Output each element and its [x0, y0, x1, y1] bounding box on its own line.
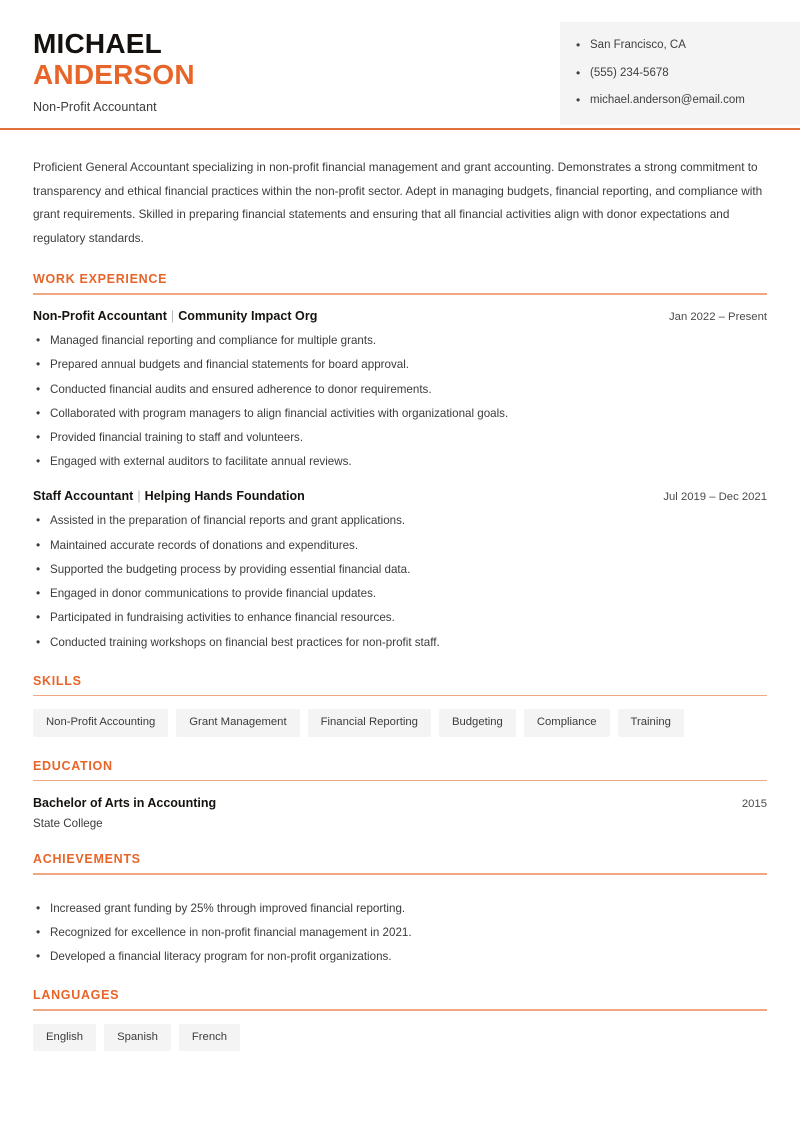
achievements-body [33, 875, 767, 966]
identity-block [0, 22, 195, 114]
language-tag: English [33, 1024, 96, 1052]
skill-tag: Financial Reporting [308, 709, 431, 737]
work-experience-entries [33, 295, 767, 652]
achievement-list [33, 901, 767, 966]
education-header [33, 796, 767, 810]
contact-panel [560, 22, 800, 125]
skills-tag-list [33, 709, 767, 737]
section-title-skills: SKILLS [33, 673, 82, 688]
skill-tag: Budgeting [439, 709, 516, 737]
contact-item-phone: • (555) 234-5678 [576, 66, 786, 82]
skill-tag: Non-Profit Accounting [33, 709, 168, 737]
section-title-languages: LANGUAGES [33, 988, 120, 1003]
job-header [33, 489, 767, 503]
achievement-item: • Increased grant funding by 25% through improved financial reporting. [33, 901, 767, 918]
section-title-work-experience: WORK EXPERIENCE [33, 272, 168, 287]
job-bullet: • Collaborated with program managers to align financial activities with organizational goals. [33, 406, 767, 423]
section-title-achievements: ACHIEVEMENTS [33, 852, 141, 867]
job-bullet: • Provided financial training to staff and volunteers. [33, 430, 767, 447]
section-skills [33, 674, 767, 737]
education-entry [33, 796, 767, 830]
job-bullet: • Participated in fundraising activities to enhance financial resources. [33, 610, 767, 627]
job-bullet: • Prepared annual budgets and financial statements for board approval. [33, 357, 767, 374]
job-bullet: • Engaged with external auditors to facilitate annual reviews. [33, 454, 767, 471]
languages-body [33, 1011, 767, 1052]
professional-title: Non-Profit Accountant [33, 99, 157, 114]
achievement-item: • Developed a financial literacy program for non-profit organizations. [33, 949, 767, 966]
job-role: Non-Profit Accountant [33, 308, 167, 323]
job-header [33, 309, 767, 323]
language-tag: French [179, 1024, 240, 1052]
job-bullet: • Conducted financial audits and ensured adherence to donor requirements. [33, 382, 767, 399]
job-company: Helping Hands Foundation [144, 489, 305, 504]
job-bullet: • Assisted in the preparation of financial reports and grant applications. [33, 513, 767, 530]
skills-body [33, 696, 767, 737]
job-separator: | [170, 308, 175, 323]
job-bullet: • Managed financial reporting and compliance for multiple grants. [33, 333, 767, 350]
languages-tag-list [33, 1024, 767, 1052]
section-work-experience [33, 272, 767, 651]
job-separator: | [137, 489, 141, 504]
job-bullet: • Conducted training workshops on financial best practices for non-profit staff. [33, 635, 767, 652]
education-body [33, 781, 767, 830]
job-title-line [33, 489, 305, 503]
contact-list [576, 38, 786, 109]
section-title-education: EDUCATION [33, 758, 113, 773]
job-role: Staff Accountant [33, 489, 134, 504]
job-dates: Jan 2022 – Present [669, 310, 767, 323]
job-bullet-list [33, 333, 767, 471]
contact-item-email: • michael.anderson@email.com [576, 93, 786, 109]
skill-tag: Grant Management [176, 709, 299, 737]
language-tag: Spanish [104, 1024, 171, 1052]
job-dates: Jul 2019 – Dec 2021 [663, 491, 767, 504]
first-name: MICHAEL [33, 28, 162, 59]
resume-body [0, 156, 800, 1051]
last-name: ANDERSON [33, 59, 195, 91]
resume-header [0, 0, 800, 130]
job-entry [33, 489, 767, 651]
section-languages [33, 988, 767, 1051]
education-school: State College [33, 817, 103, 831]
section-education [33, 759, 767, 831]
job-company: Community Impact Org [178, 308, 318, 323]
job-entry [33, 309, 767, 471]
skill-tag: Compliance [524, 709, 610, 737]
professional-summary: Proficient General Accountant specializing in non-profit financial management and grant accounting. Demonstrates a strong commitment to transparency and ethical financial practices within the non-profit sector. Adept in managing budgets, financial reporting, and compliance with grant requirements. Skilled in preparing financial statements and ensuring that all financial activities align with donor expectations and regulatory standards. [33, 160, 763, 245]
section-achievements [33, 852, 767, 966]
education-year: 2015 [741, 798, 767, 811]
job-title-line [33, 309, 317, 323]
job-bullet-list [33, 513, 767, 651]
job-bullet: • Supported the budgeting process by providing essential financial data. [33, 562, 767, 579]
job-bullet: • Engaged in donor communications to provide financial updates. [33, 586, 767, 603]
education-degree: Bachelor of Arts in Accounting [33, 796, 217, 811]
job-bullet: • Maintained accurate records of donations and expenditures. [33, 538, 767, 555]
contact-item-location: • San Francisco, CA [576, 38, 786, 54]
skill-tag: Training [618, 709, 684, 737]
achievement-item: • Recognized for excellence in non-profit financial management in 2021. [33, 925, 767, 942]
